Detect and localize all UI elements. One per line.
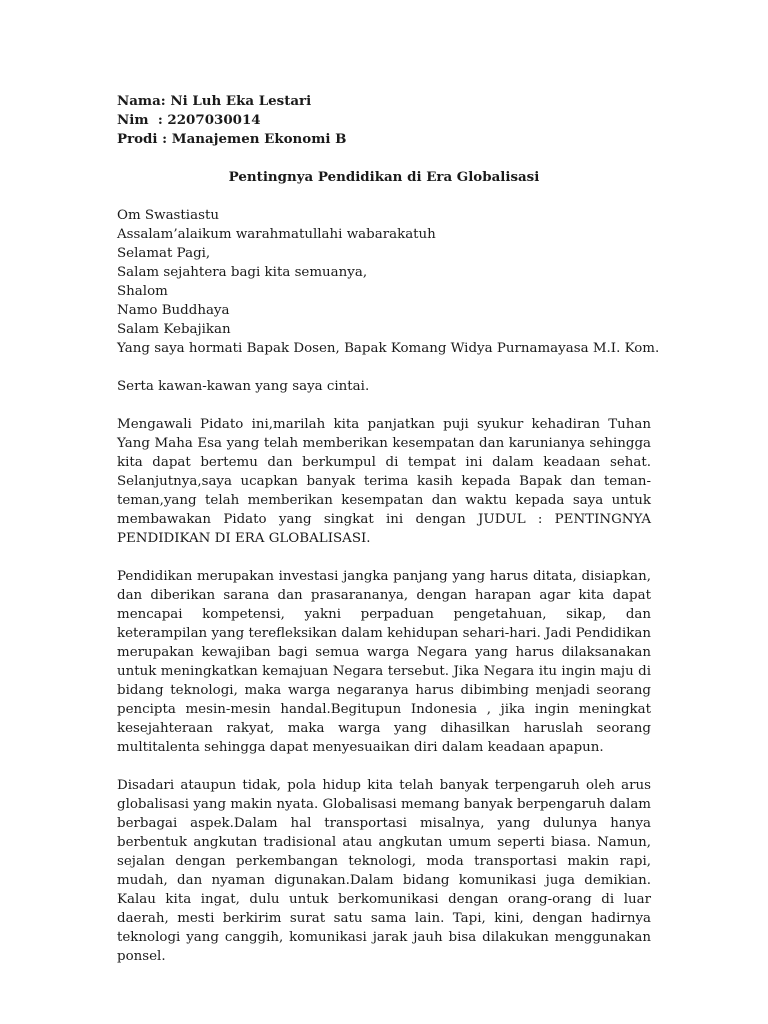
paragraph-opening: Mengawali Pidato ini,marilah kita panjatkan puji syukur kehadiran Tuhan Yang Maha Esa yang telah memberikan kesempatan dan karunianya sehingga kita dapat bertemu dan berkumpul di tempat ini dalam keadaan sehat. Selanjutnya,saya ucapkan banyak terima kasih kepada Bapak dan teman-teman,yang telah memberikan kesempatan dan waktu kepada saya untuk membawakan Pidato yang singkat ini dengan JUDUL : PENTINGNYA PENDIDIKAN DI ERA GLOBALISASI. (117, 417, 651, 546)
greeting-line: Selamat Pagi, (117, 246, 211, 261)
greeting-line: Namo Buddhaya (117, 303, 230, 318)
greeting-line: Om Swastiastu (117, 208, 219, 223)
greeting-line: Salam Kebajikan (117, 322, 231, 337)
greeting-line: Assalam’alaikum warahmatullahi wabarakatuh (117, 227, 436, 242)
greeting-line: Yang saya hormati Bapak Dosen, Bapak Komang Widya Purnamayasa M.I. Kom. (117, 341, 660, 356)
friends-greeting: Serta kawan-kawan yang saya cintai. (117, 379, 370, 394)
paragraph-globalization: Disadari ataupun tidak, pola hidup kita telah banyak terpengaruh oleh arus globalisasi yang makin nyata. Globalisasi memang banyak berpengaruh dalam berbagai aspek.Dalam hal transportasi misalnya, yang dulunya hanya berbentuk angkutan tradisional atau angkutan umum seperti biasa. Namun, sejalan dengan perkembangan teknologi, moda transportasi makin rapi, mudah, dan nyaman digunakan.Dalam bidang komunikasi juga demikian. Kalau kita ingat, dulu untuk berkomunikasi dengan orang-orang di luar daerah, mesti berkirim surat satu sama lain. Tapi, kini, dengan hadirnya teknologi yang canggih, komunikasi jarak jauh bisa dilakukan menggunakan ponsel. (117, 778, 651, 964)
greeting-line: Shalom (117, 284, 168, 299)
student-name: Nama: Ni Luh Eka Lestari (117, 93, 312, 109)
document-page (117, 92, 660, 966)
greetings-block (117, 206, 660, 358)
greeting-line: Salam sejahtera bagi kita semuanya, (117, 265, 368, 280)
student-nim: Nim : 2207030014 (117, 112, 261, 128)
identity-block (117, 92, 651, 149)
study-program: Prodi : Manajemen Ekonomi B (117, 131, 347, 147)
document-title: Pentingnya Pendidikan di Era Globalisasi (228, 169, 540, 185)
paragraph-education: Pendidikan merupakan investasi jangka panjang yang harus ditata, disiapkan, dan diberikan sarana dan prasarananya, dengan harapan agar kita dapat mencapai kompetensi, yakni perpaduan pengetahuan, sikap, dan keterampilan yang terefleksikan dalam kehidupan sehari-hari. Jadi Pendidikan merupakan kewajiban bagi semua warga Negara yang harus dilaksanakan untuk meningkatkan kemajuan Negara tersebut. Jika Negara itu ingin maju di bidang teknologi, maka warga negaranya harus dibimbing menjadi seorang pencipta mesin-mesin handal.Begitupun Indonesia , jika ingin meningkat kesejahteraan rakyat, maka warga yang dihasilkan haruslah seorang multitalenta sehingga dapat menyesuaikan diri dalam keadaan apapun. (117, 569, 651, 755)
